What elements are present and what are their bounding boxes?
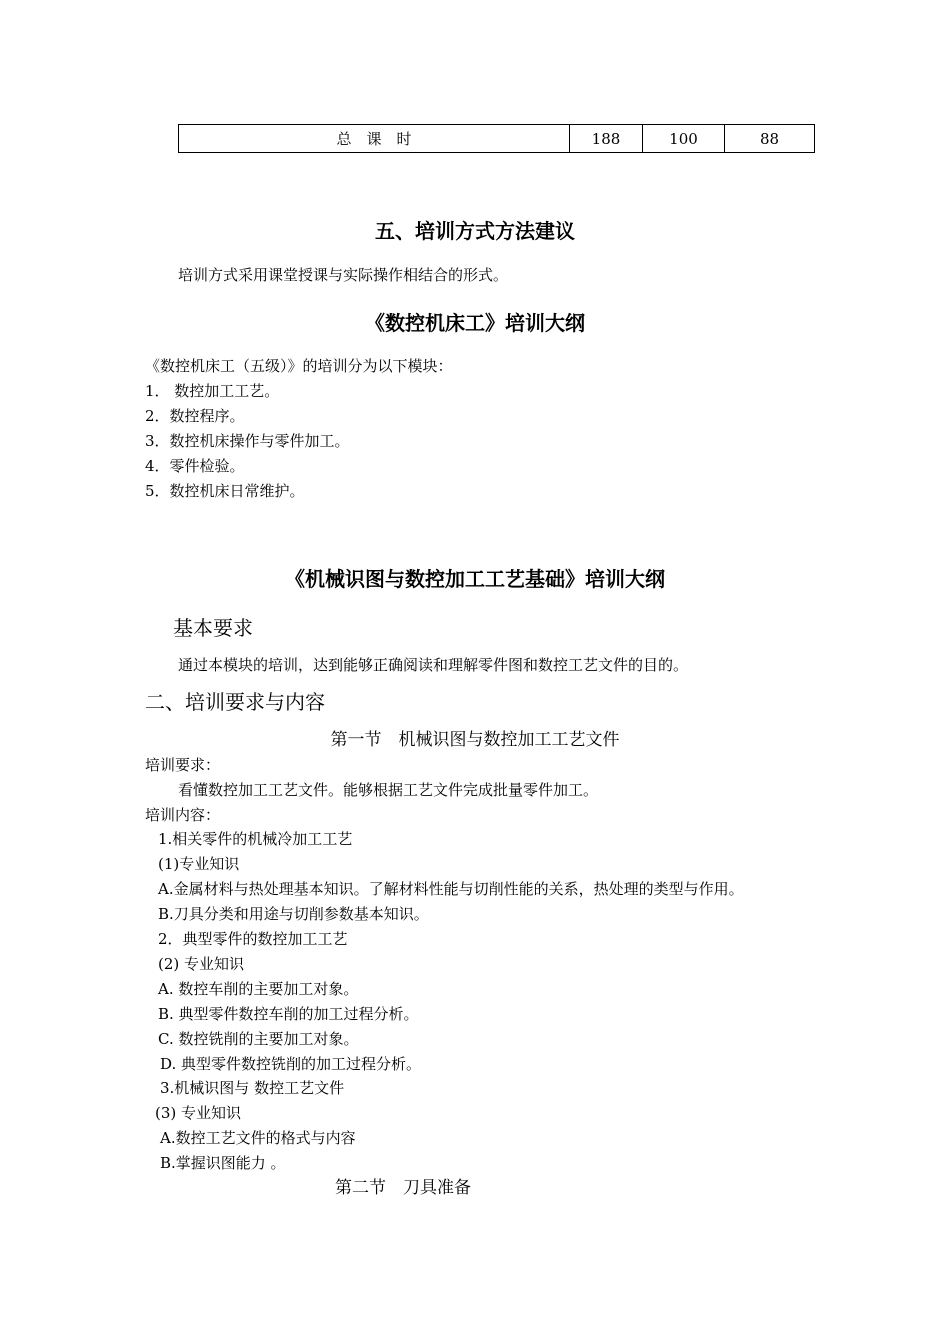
- requirements-label: 培训要求：: [145, 756, 221, 774]
- section2-title: 第二节 刀具准备: [335, 1178, 471, 1198]
- list-item: 3．数控机床操作与零件加工。: [145, 432, 350, 450]
- outline2-title: 《机械识图与数控加工工艺基础》培训大纲: [285, 567, 665, 591]
- practice-hours-value: 88: [725, 125, 815, 153]
- theory-hours-value: 100: [643, 125, 725, 153]
- requirements-text: 看懂数控加工工艺文件。能够根据工艺文件完成批量零件加工。: [178, 781, 599, 799]
- list-item: 5．数控机床日常维护。: [145, 482, 305, 500]
- content-line: 2．典型零件的数控加工工艺: [158, 930, 348, 948]
- content-line: A.数控工艺文件的格式与内容: [160, 1129, 356, 1147]
- basic-requirements-title: 基本要求: [173, 616, 253, 640]
- content-line: B.刀具分类和用途与切削参数基本知识。: [158, 905, 429, 923]
- content-line: 3.机械识图与 数控工艺文件: [160, 1079, 345, 1097]
- table-row: [179, 125, 815, 153]
- outline1-title: 《数控机床工》培训大纲: [365, 311, 585, 335]
- section5-title: 五、培训方式方法建议: [375, 219, 575, 243]
- content-line: A. 数控车削的主要加工对象。: [158, 980, 359, 998]
- outline1-intro: 《数控机床工（五级）》的培训分为以下模块：: [145, 357, 453, 375]
- list-item: 1． 数控加工工艺。: [145, 382, 280, 400]
- total-hours-value: 188: [570, 125, 643, 153]
- training-requirements-title: 二、培训要求与内容: [145, 690, 325, 714]
- content-line: (1)专业知识: [158, 855, 240, 873]
- content-line: D. 典型零件数控铣削的加工过程分析。: [160, 1055, 422, 1073]
- section1-title: 第一节 机械识图与数控加工工艺文件: [330, 730, 620, 750]
- content-line: 1.相关零件的机械冷加工工艺: [158, 830, 353, 848]
- total-hours-label: 总 课 时: [179, 125, 570, 153]
- section5-text: 培训方式采用课堂授课与实际操作相结合的形式。: [178, 266, 509, 284]
- basic-requirements-text: 通过本模块的培训，达到能够正确阅读和理解零件图和数控工艺文件的目的。: [178, 656, 689, 674]
- content-line: B.掌握识图能力 。: [160, 1154, 286, 1172]
- list-item: 4．零件检验。: [145, 457, 245, 475]
- content-label: 培训内容：: [145, 806, 221, 824]
- total-hours-table: [178, 124, 815, 153]
- list-item: 2．数控程序。: [145, 407, 245, 425]
- content-line: (2) 专业知识: [158, 955, 245, 973]
- content-line: (3) 专业知识: [155, 1104, 242, 1122]
- content-line: A.金属材料与热处理基本知识。了解材料性能与切削性能的关系，热处理的类型与作用。: [158, 880, 744, 898]
- content-line: B. 典型零件数控车削的加工过程分析。: [158, 1005, 419, 1023]
- content-line: C. 数控铣削的主要加工对象。: [158, 1030, 359, 1048]
